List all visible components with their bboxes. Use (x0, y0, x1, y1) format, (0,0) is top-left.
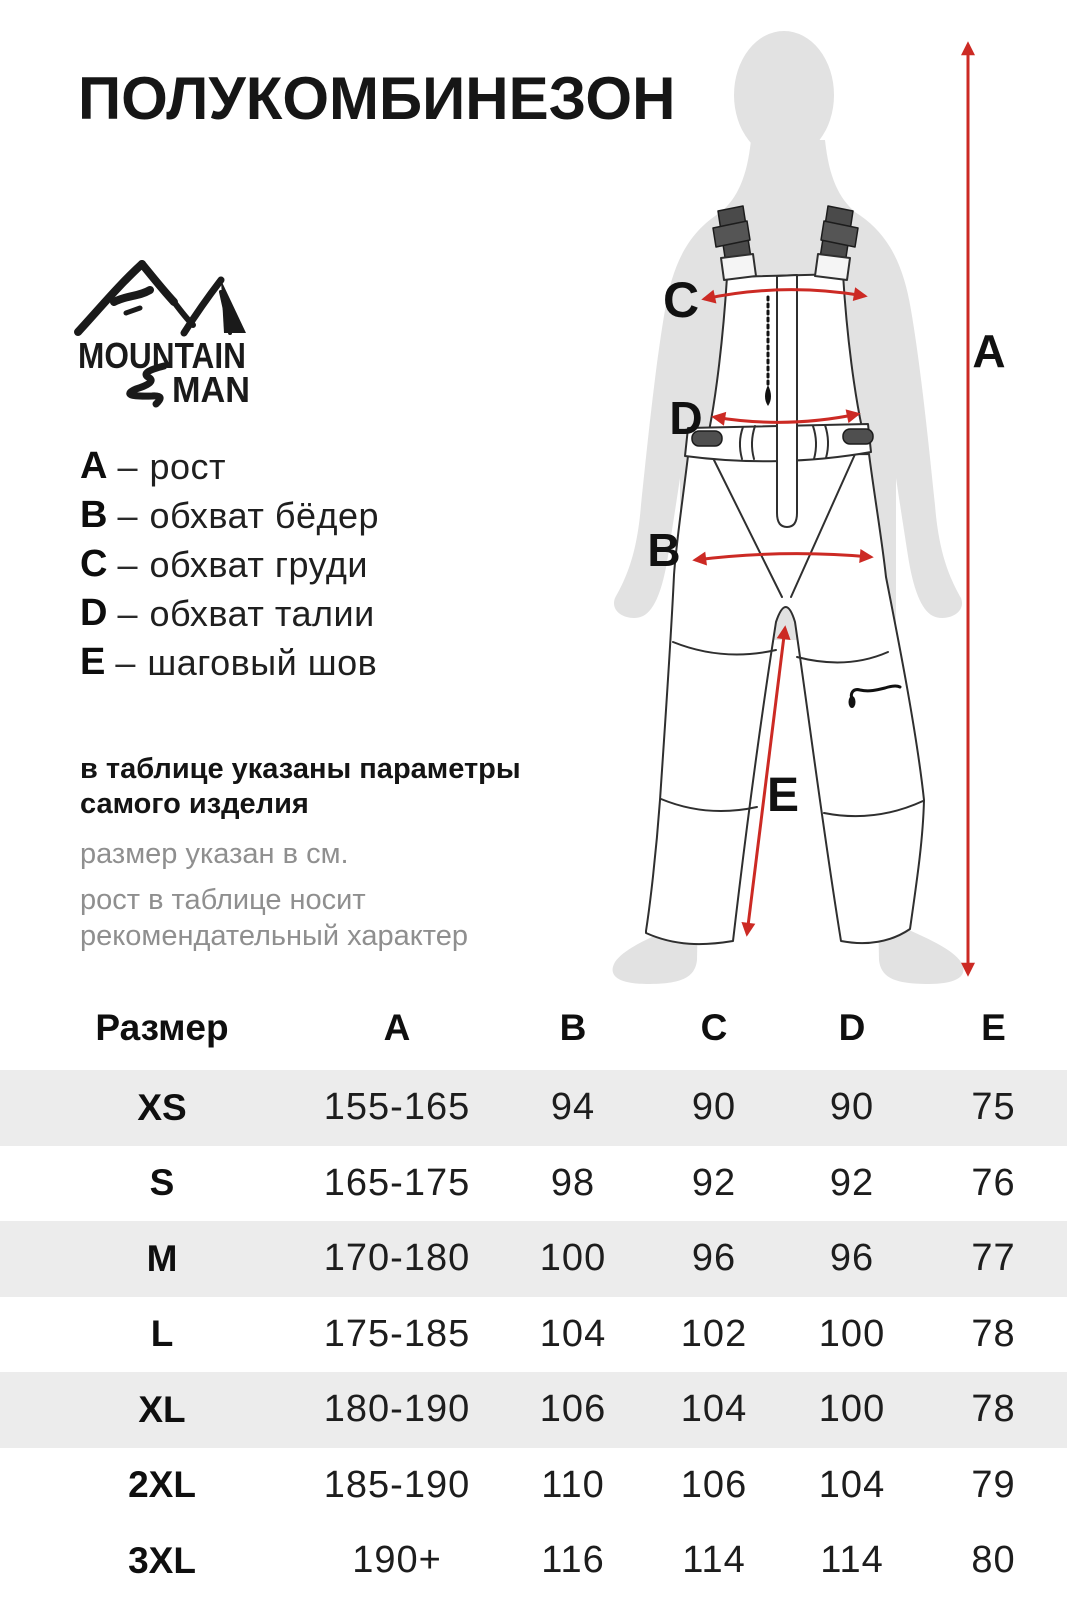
value-a: 155-165 (323, 1086, 471, 1129)
silhouette-head (734, 31, 834, 159)
value-d: 96 (829, 1237, 875, 1280)
size-label: XS (137, 1086, 187, 1128)
diagram-label-e: E (766, 769, 800, 822)
legend-separator: – (117, 494, 138, 536)
table-row-s (0, 1146, 1067, 1222)
notes-block (80, 752, 560, 954)
center-placket (777, 275, 797, 527)
table-row-xl (0, 1372, 1067, 1448)
thigh-cord-end (849, 696, 856, 708)
value-c: 102 (680, 1312, 748, 1355)
note-height-disclaimer: рост в таблице носит рекомендательный характер (80, 884, 468, 952)
note-product-params: в таблице указаны параметры самого изделия (80, 753, 521, 820)
legend-item-c (80, 540, 379, 589)
value-b: 106 (539, 1388, 607, 1431)
value-c: 90 (691, 1086, 737, 1129)
size-label: L (150, 1313, 174, 1355)
legend-label: обхват груди (149, 543, 369, 585)
page-title: ПОЛУКОМБИНЕЗОН (78, 65, 676, 132)
value-d: 100 (818, 1312, 886, 1355)
value-d: 114 (820, 1539, 884, 1582)
value-e: 75 (971, 1086, 1016, 1129)
value-e: 78 (971, 1388, 1016, 1431)
value-b: 98 (550, 1161, 596, 1204)
value-d: 92 (829, 1161, 875, 1204)
value-a: 165-175 (323, 1161, 471, 1204)
value-e: 79 (971, 1463, 1016, 1506)
size-label: M (146, 1237, 178, 1279)
legend-separator: – (117, 592, 138, 634)
value-c: 106 (680, 1463, 748, 1506)
diagram-label-a: A (972, 325, 1006, 377)
left-bib-buckle (721, 254, 756, 280)
mountain-summit-right (142, 264, 174, 302)
table-header-row (0, 985, 1067, 1070)
note-units: размер указан в см. (80, 838, 349, 870)
diagram-label-b: B (647, 524, 681, 576)
table-row-3xl (0, 1523, 1067, 1599)
measurement-legend (80, 442, 379, 687)
col-header-e: E (981, 1006, 1006, 1048)
size-table (0, 985, 1067, 1599)
legend-item-b (80, 491, 379, 540)
value-a: 180-190 (323, 1388, 471, 1431)
table-row-2xl (0, 1448, 1067, 1524)
value-c: 104 (680, 1388, 748, 1431)
value-a: 185-190 (323, 1463, 471, 1506)
value-e: 78 (971, 1312, 1016, 1355)
legend-label: рост (149, 445, 227, 487)
legend-separator: – (117, 445, 138, 487)
value-c: 114 (682, 1539, 746, 1582)
size-label: XL (138, 1388, 186, 1430)
legend-letter: D (80, 592, 108, 634)
right-waist-tab (843, 429, 873, 444)
col-header-c: C (700, 1006, 728, 1048)
legend-letter: B (80, 494, 108, 536)
value-d: 90 (829, 1086, 875, 1129)
legend-letter: E (80, 641, 106, 683)
col-header-b: B (559, 1006, 587, 1048)
peak2-left-edge (184, 280, 221, 333)
col-header-d: D (838, 1006, 866, 1048)
diagram-label-d: D (669, 392, 703, 444)
legend-item-e (80, 638, 379, 687)
mountain-snow-dash (126, 308, 140, 313)
value-b: 94 (550, 1086, 596, 1129)
table-row-xs (0, 1070, 1067, 1146)
legend-letter: C (80, 543, 108, 585)
logo-word1: MOUNTAIN (78, 335, 246, 376)
legend-separator: – (115, 641, 136, 683)
value-d: 104 (818, 1463, 886, 1506)
table-row-m (0, 1221, 1067, 1297)
value-a: 175-185 (323, 1312, 471, 1355)
value-a: 170-180 (323, 1237, 471, 1280)
value-c: 96 (691, 1237, 737, 1280)
measurement-diagram (585, 0, 1067, 1000)
value-d: 100 (818, 1388, 886, 1431)
value-e: 76 (971, 1161, 1016, 1204)
value-e: 80 (971, 1539, 1016, 1582)
diagram-label-c: C (662, 272, 700, 328)
size-label: 2XL (128, 1464, 196, 1506)
size-label: S (149, 1162, 175, 1204)
right-bib-buckle (815, 254, 850, 280)
value-c: 92 (691, 1161, 737, 1204)
legend-label: обхват бёдер (149, 494, 380, 536)
value-b: 100 (539, 1237, 607, 1280)
col-header-a: A (383, 1006, 411, 1048)
legend-item-d (80, 589, 379, 638)
value-e: 77 (971, 1237, 1016, 1280)
legend-label: шаговый шов (147, 641, 378, 683)
value-b: 116 (541, 1539, 605, 1582)
logo-word2: MAN (172, 369, 250, 410)
table-row-l (0, 1297, 1067, 1373)
value-b: 104 (539, 1312, 607, 1355)
value-b: 110 (541, 1463, 605, 1506)
legend-label: обхват талии (149, 592, 375, 634)
legend-separator: – (117, 543, 138, 585)
legend-item-a (80, 442, 379, 491)
brand-logo (72, 240, 328, 418)
legend-letter: A (80, 445, 108, 487)
size-label: 3XL (128, 1539, 196, 1581)
col-header-size: Размер (95, 1006, 229, 1048)
value-a: 190+ (352, 1539, 442, 1582)
